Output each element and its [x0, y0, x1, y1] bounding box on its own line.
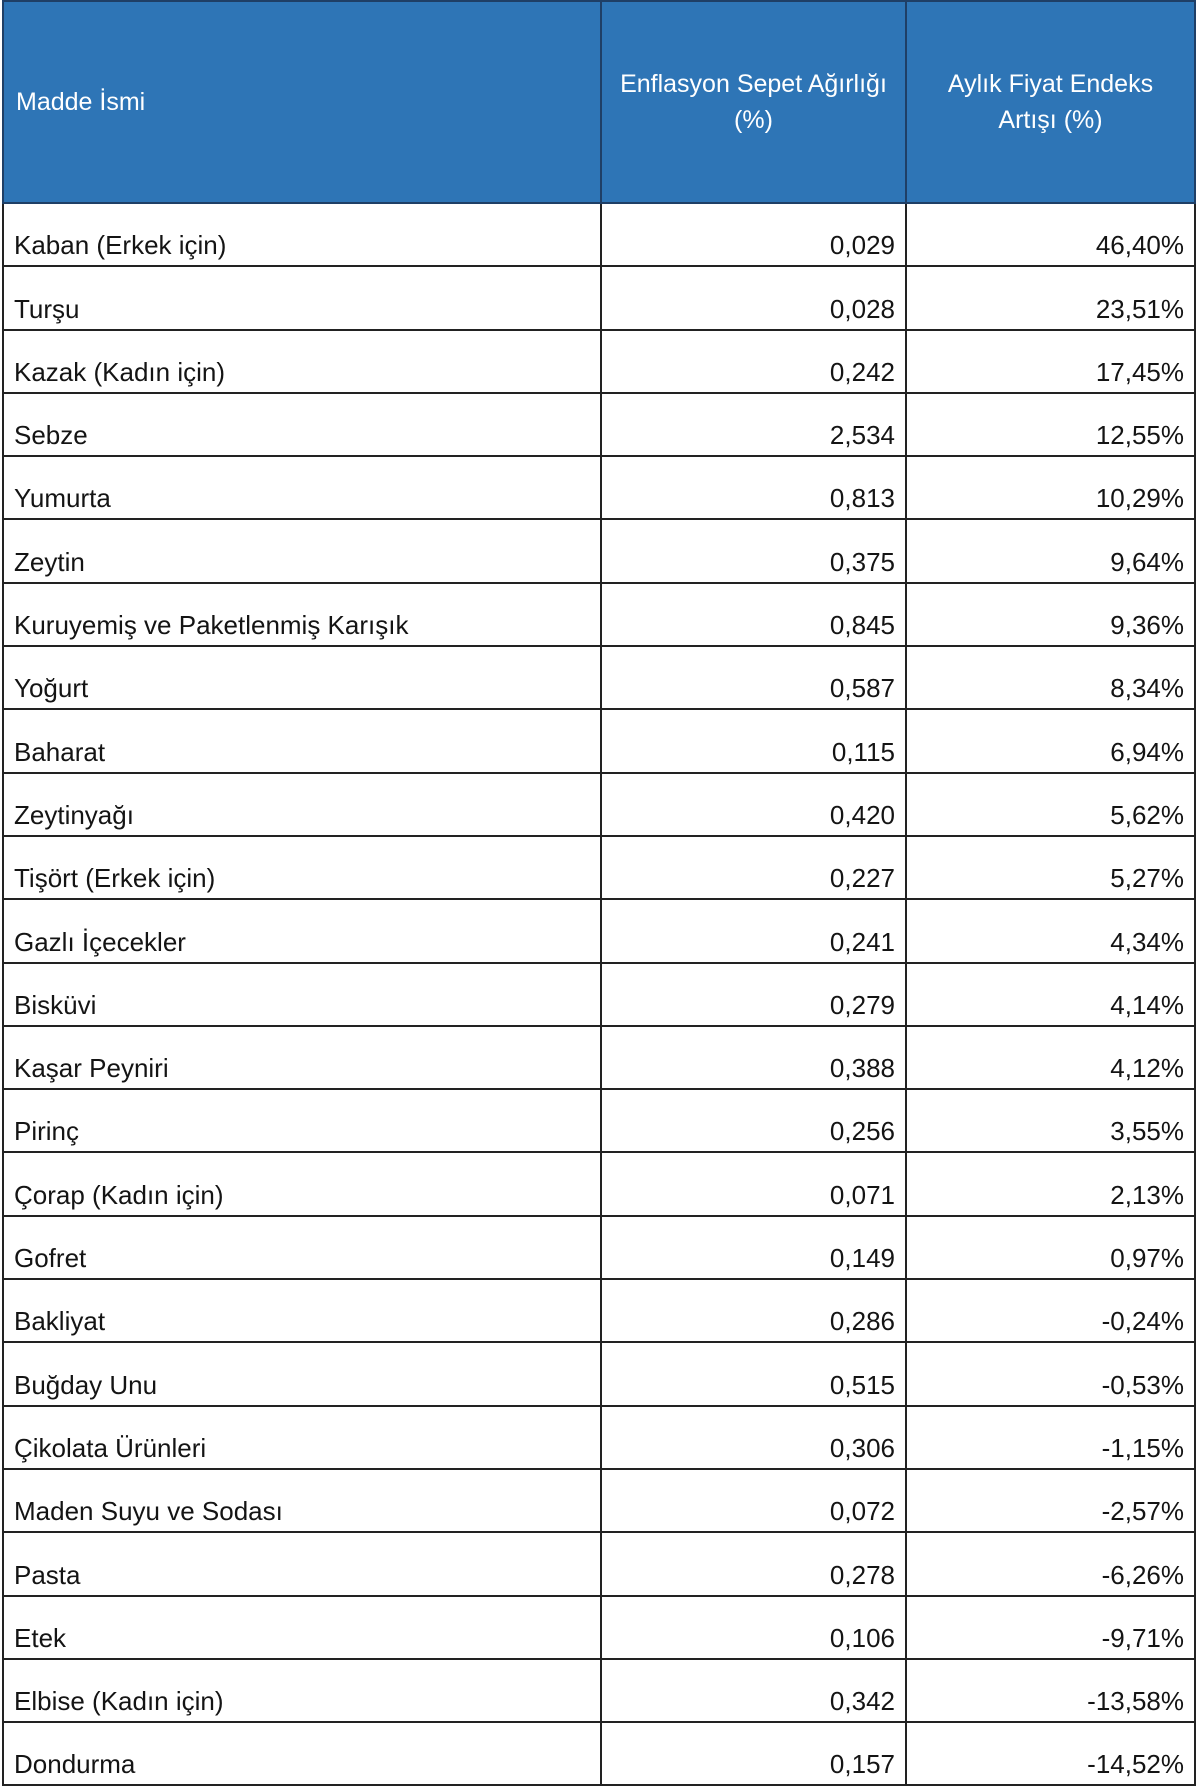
basket-weight-cell: 0,375: [601, 519, 906, 582]
basket-weight-cell: 0,241: [601, 899, 906, 962]
price-increase-cell: 4,34%: [906, 899, 1195, 962]
basket-weight-cell: 0,278: [601, 1532, 906, 1595]
basket-weight-cell: 0,072: [601, 1469, 906, 1532]
header-price-increase: [906, 1, 1195, 203]
header-item-name-label: Madde İsmi: [16, 88, 146, 116]
price-increase-cell: 3,55%: [906, 1089, 1195, 1152]
basket-weight-cell: 0,256: [601, 1089, 906, 1152]
price-increase-cell: 0,97%: [906, 1216, 1195, 1279]
basket-weight-cell: 0,286: [601, 1279, 906, 1342]
table-row: [3, 646, 1195, 709]
price-increase-cell: -6,26%: [906, 1532, 1195, 1595]
item-name-cell: Etek: [3, 1596, 601, 1659]
basket-weight-cell: 0,306: [601, 1406, 906, 1469]
table-row: [3, 1342, 1195, 1405]
basket-weight-cell: 0,157: [601, 1722, 906, 1785]
basket-weight-cell: 0,515: [601, 1342, 906, 1405]
table-row: [3, 1722, 1195, 1785]
price-increase-cell: -1,15%: [906, 1406, 1195, 1469]
table-row: [3, 1596, 1195, 1659]
price-increase-cell: 12,55%: [906, 393, 1195, 456]
price-increase-cell: 10,29%: [906, 456, 1195, 519]
basket-weight-cell: 0,242: [601, 330, 906, 393]
item-name-cell: Kazak (Kadın için): [3, 330, 601, 393]
item-name-cell: Pasta: [3, 1532, 601, 1595]
table-row: [3, 773, 1195, 836]
item-name-cell: Zeytin: [3, 519, 601, 582]
item-name-cell: Çikolata Ürünleri: [3, 1406, 601, 1469]
item-name-cell: Pirinç: [3, 1089, 601, 1152]
table-row: [3, 963, 1195, 1026]
table-row: [3, 1659, 1195, 1722]
table-row: [3, 330, 1195, 393]
table-row: [3, 1216, 1195, 1279]
basket-weight-cell: 0,813: [601, 456, 906, 519]
header-basket-weight: [601, 1, 906, 203]
table-row: [3, 709, 1195, 772]
table-row: [3, 1469, 1195, 1532]
item-name-cell: Bakliyat: [3, 1279, 601, 1342]
table-row: [3, 836, 1195, 899]
price-increase-cell: 5,27%: [906, 836, 1195, 899]
price-increase-cell: 2,13%: [906, 1152, 1195, 1215]
price-increase-cell: 5,62%: [906, 773, 1195, 836]
basket-weight-cell: 0,149: [601, 1216, 906, 1279]
basket-weight-cell: 0,420: [601, 773, 906, 836]
item-name-cell: Turşu: [3, 266, 601, 329]
item-name-cell: Gazlı İçecekler: [3, 899, 601, 962]
item-name-cell: Dondurma: [3, 1722, 601, 1785]
table-header: [3, 1, 1195, 203]
table-row: [3, 519, 1195, 582]
header-basket-weight-line2: (%): [734, 106, 773, 134]
table-row: [3, 1532, 1195, 1595]
item-name-cell: Kaban (Erkek için): [3, 203, 601, 266]
item-name-cell: Baharat: [3, 709, 601, 772]
inflation-table: [2, 0, 1196, 1786]
header-basket-weight-line1: Enflasyon Sepet Ağırlığı: [620, 70, 887, 98]
header-row: [3, 1, 1195, 203]
item-name-cell: Kuruyemiş ve Paketlenmiş Karışık: [3, 583, 601, 646]
item-name-cell: Buğday Unu: [3, 1342, 601, 1405]
price-increase-cell: -0,53%: [906, 1342, 1195, 1405]
table-row: [3, 1089, 1195, 1152]
header-price-increase-line1: Aylık Fiyat Endeks: [947, 70, 1154, 98]
item-name-cell: Maden Suyu ve Sodası: [3, 1469, 601, 1532]
basket-weight-cell: 0,028: [601, 266, 906, 329]
table-body: [3, 203, 1195, 1785]
basket-weight-cell: 0,071: [601, 1152, 906, 1215]
price-increase-cell: -0,24%: [906, 1279, 1195, 1342]
price-increase-cell: -9,71%: [906, 1596, 1195, 1659]
price-increase-cell: 4,14%: [906, 963, 1195, 1026]
basket-weight-cell: 0,587: [601, 646, 906, 709]
basket-weight-cell: 0,845: [601, 583, 906, 646]
basket-weight-cell: 0,106: [601, 1596, 906, 1659]
table-row: [3, 456, 1195, 519]
basket-weight-cell: 0,279: [601, 963, 906, 1026]
item-name-cell: Tişört (Erkek için): [3, 836, 601, 899]
item-name-cell: Yumurta: [3, 456, 601, 519]
table-row: [3, 583, 1195, 646]
header-price-increase-line2: Artışı (%): [998, 106, 1103, 134]
item-name-cell: Elbise (Kadın için): [3, 1659, 601, 1722]
item-name-cell: Gofret: [3, 1216, 601, 1279]
price-increase-cell: 6,94%: [906, 709, 1195, 772]
table-row: [3, 1406, 1195, 1469]
price-increase-cell: 4,12%: [906, 1026, 1195, 1089]
header-item-name: [3, 1, 601, 203]
table-row: [3, 1026, 1195, 1089]
basket-weight-cell: 2,534: [601, 393, 906, 456]
price-increase-cell: -2,57%: [906, 1469, 1195, 1532]
table-row: [3, 393, 1195, 456]
price-increase-cell: 23,51%: [906, 266, 1195, 329]
table-row: [3, 203, 1195, 266]
table-row: [3, 266, 1195, 329]
basket-weight-cell: 0,115: [601, 709, 906, 772]
price-increase-cell: 17,45%: [906, 330, 1195, 393]
basket-weight-cell: 0,227: [601, 836, 906, 899]
price-increase-cell: 9,36%: [906, 583, 1195, 646]
item-name-cell: Sebze: [3, 393, 601, 456]
item-name-cell: Yoğurt: [3, 646, 601, 709]
price-increase-cell: -13,58%: [906, 1659, 1195, 1722]
price-increase-cell: 9,64%: [906, 519, 1195, 582]
item-name-cell: Kaşar Peyniri: [3, 1026, 601, 1089]
basket-weight-cell: 0,342: [601, 1659, 906, 1722]
item-name-cell: Çorap (Kadın için): [3, 1152, 601, 1215]
item-name-cell: Zeytinyağı: [3, 773, 601, 836]
price-increase-cell: 46,40%: [906, 203, 1195, 266]
price-increase-cell: 8,34%: [906, 646, 1195, 709]
item-name-cell: Bisküvi: [3, 963, 601, 1026]
basket-weight-cell: 0,029: [601, 203, 906, 266]
basket-weight-cell: 0,388: [601, 1026, 906, 1089]
table-row: [3, 899, 1195, 962]
table-row: [3, 1279, 1195, 1342]
price-increase-cell: -14,52%: [906, 1722, 1195, 1785]
table-row: [3, 1152, 1195, 1215]
